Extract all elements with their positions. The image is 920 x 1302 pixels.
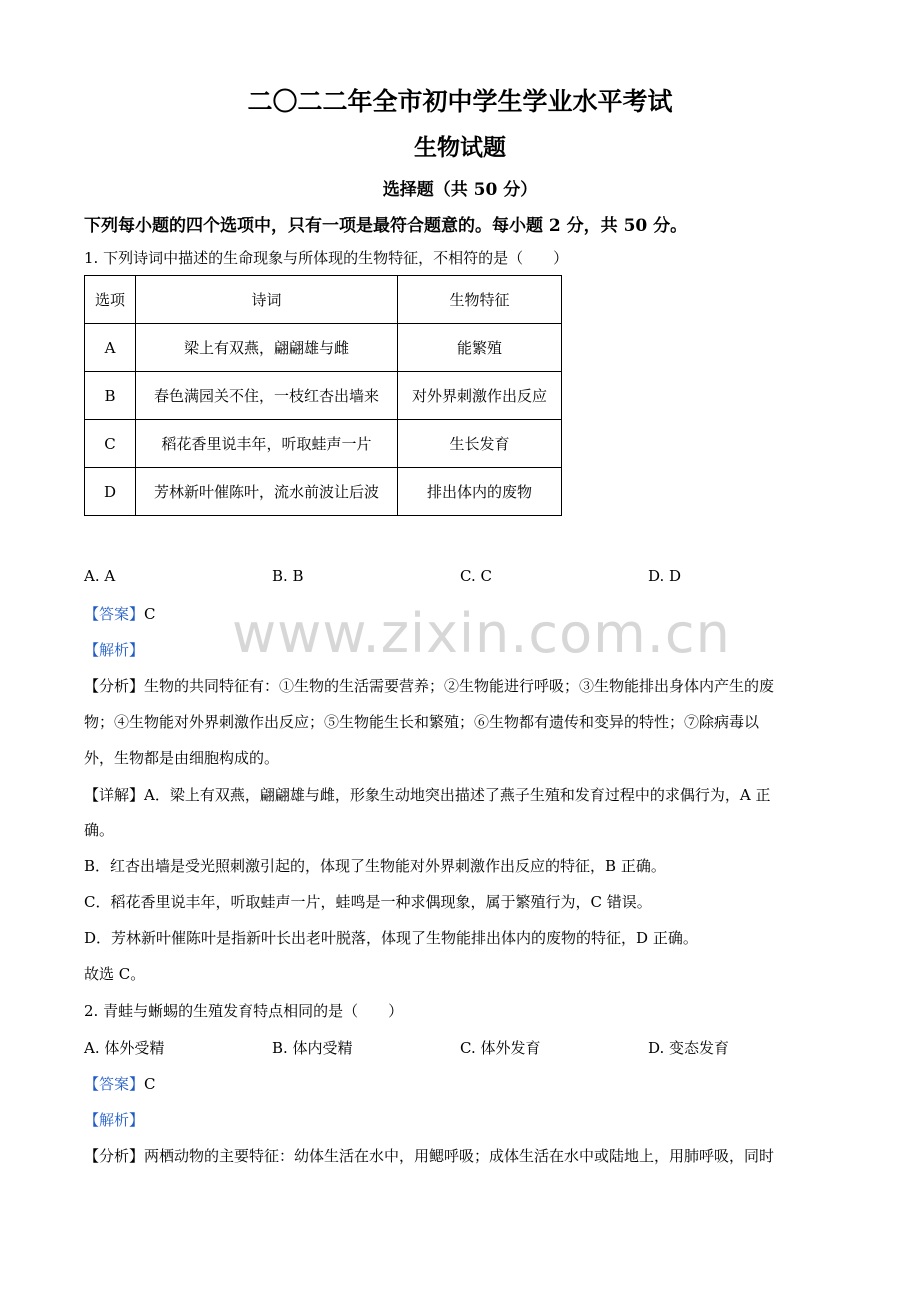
exam-title: 二〇二二年全市初中学生学业水平考试	[247, 87, 673, 116]
section-title: 选择题（共 50 分）	[382, 180, 538, 200]
answer-tag: 【答案】	[84, 1075, 145, 1093]
q1-xiangjie-line-4: C．稻花香里说丰年，听取蛙声一片，蛙鸣是一种求偶现象，属于繁殖行为，C 错误。	[84, 893, 652, 911]
table-header-cell: 诗词	[136, 276, 398, 324]
q1-xiangjie-line-3: B．红杏出墙是受光照刺激引起的，体现了生物能对外界刺激作出反应的特征，B 正确。	[84, 857, 666, 875]
table-cell: B	[85, 372, 136, 420]
q2-option-c: C. 体外发育	[460, 1039, 541, 1057]
q2-answer	[84, 1073, 156, 1094]
table-cell: C	[85, 420, 136, 468]
table-cell: 梁上有双燕，翩翩雄与雌	[136, 324, 398, 372]
answer-value: C	[144, 1075, 156, 1093]
q2-option-a: A. 体外受精	[84, 1039, 165, 1057]
q2-option-d: D. 变态发育	[648, 1039, 730, 1057]
q1-analysis-tag: 【解析】	[84, 641, 145, 659]
table-cell: 排出体内的废物	[398, 468, 562, 516]
q1-table	[84, 275, 562, 516]
answer-tag: 【答案】	[84, 605, 145, 623]
q1-stem: 1. 下列诗词中描述的生命现象与所体现的生物特征，不相符的是（ ）	[84, 249, 569, 267]
table-cell: 对外界刺激作出反应	[398, 372, 562, 420]
table-cell: 春色满园关不住，一枝红杏出墙来	[136, 372, 398, 420]
fenxi-tag: 【分析】	[84, 677, 145, 695]
xiangjie-tag: 【详解】	[84, 786, 145, 804]
q1-option-d: D. D	[648, 567, 682, 585]
table-cell: A	[85, 324, 136, 372]
table-cell: 稻花香里说丰年，听取蛙声一片	[136, 420, 398, 468]
q1-xiangjie-line-1	[84, 784, 770, 805]
table-cell: 生长发育	[398, 420, 562, 468]
q2-fenxi-line-1	[84, 1145, 774, 1166]
q1-option-b: B. B	[272, 567, 304, 585]
q1-fenxi-line-3: 外，生物都是由细胞构成的。	[84, 749, 280, 767]
table-cell: 能繁殖	[398, 324, 562, 372]
q1-option-c: C. C	[460, 567, 492, 585]
subject-title: 生物试题	[414, 134, 506, 161]
table-cell: 芳林新叶催陈叶，流水前波让后波	[136, 468, 398, 516]
fenxi-text: 两栖动物的主要特征：幼体生活在水中，用鳃呼吸；成体生活在水中或陆地上，用肺呼吸，同时	[144, 1147, 775, 1165]
q2-option-b: B. 体内受精	[272, 1039, 353, 1057]
table-row	[85, 372, 562, 420]
q1-xiangjie-line-5: D．芳林新叶催陈叶是指新叶长出老叶脱落，体现了生物能排出体内的废物的特征，D 正确。	[84, 929, 698, 947]
table-header-cell: 生物特征	[398, 276, 562, 324]
fenxi-text: 生物的共同特征有：①生物的生活需要营养；②生物能进行呼吸；③生物能排出身体内产生的废	[144, 677, 775, 695]
q1-fenxi-line-1	[84, 675, 774, 696]
answer-value: C	[144, 605, 156, 623]
table-row	[85, 468, 562, 516]
q2-stem: 2. 青蛙与蜥蜴的生殖发育特点相同的是（ ）	[84, 1002, 404, 1020]
q2-analysis-tag: 【解析】	[84, 1111, 145, 1129]
q1-option-a: A. A	[84, 567, 116, 585]
table-header-row	[85, 276, 562, 324]
fenxi-tag: 【分析】	[84, 1147, 145, 1165]
table-cell: D	[85, 468, 136, 516]
q1-xiangjie-line-2: 确。	[84, 821, 115, 839]
table-row	[85, 324, 562, 372]
q1-xiangjie-line-6: 故选 C。	[84, 965, 146, 983]
table-row	[85, 420, 562, 468]
q1-fenxi-line-2: 物；④生物能对外界刺激作出反应；⑤生物能生长和繁殖；⑥生物都有遗传和变异的特性；⑦除病毒以	[84, 713, 760, 731]
xiangjie-text: A．梁上有双燕，翩翩雄与雌，形象生动地突出描述了燕子生殖和发育过程中的求偶行为，A 正	[144, 786, 771, 804]
q1-answer	[84, 603, 156, 624]
instruction: 下列每小题的四个选项中，只有一项是最符合题意的。每小题 2 分，共 50 分。	[84, 216, 688, 236]
watermark: www.zixin.com.cn	[232, 602, 731, 665]
table-header-cell: 选项	[85, 276, 136, 324]
